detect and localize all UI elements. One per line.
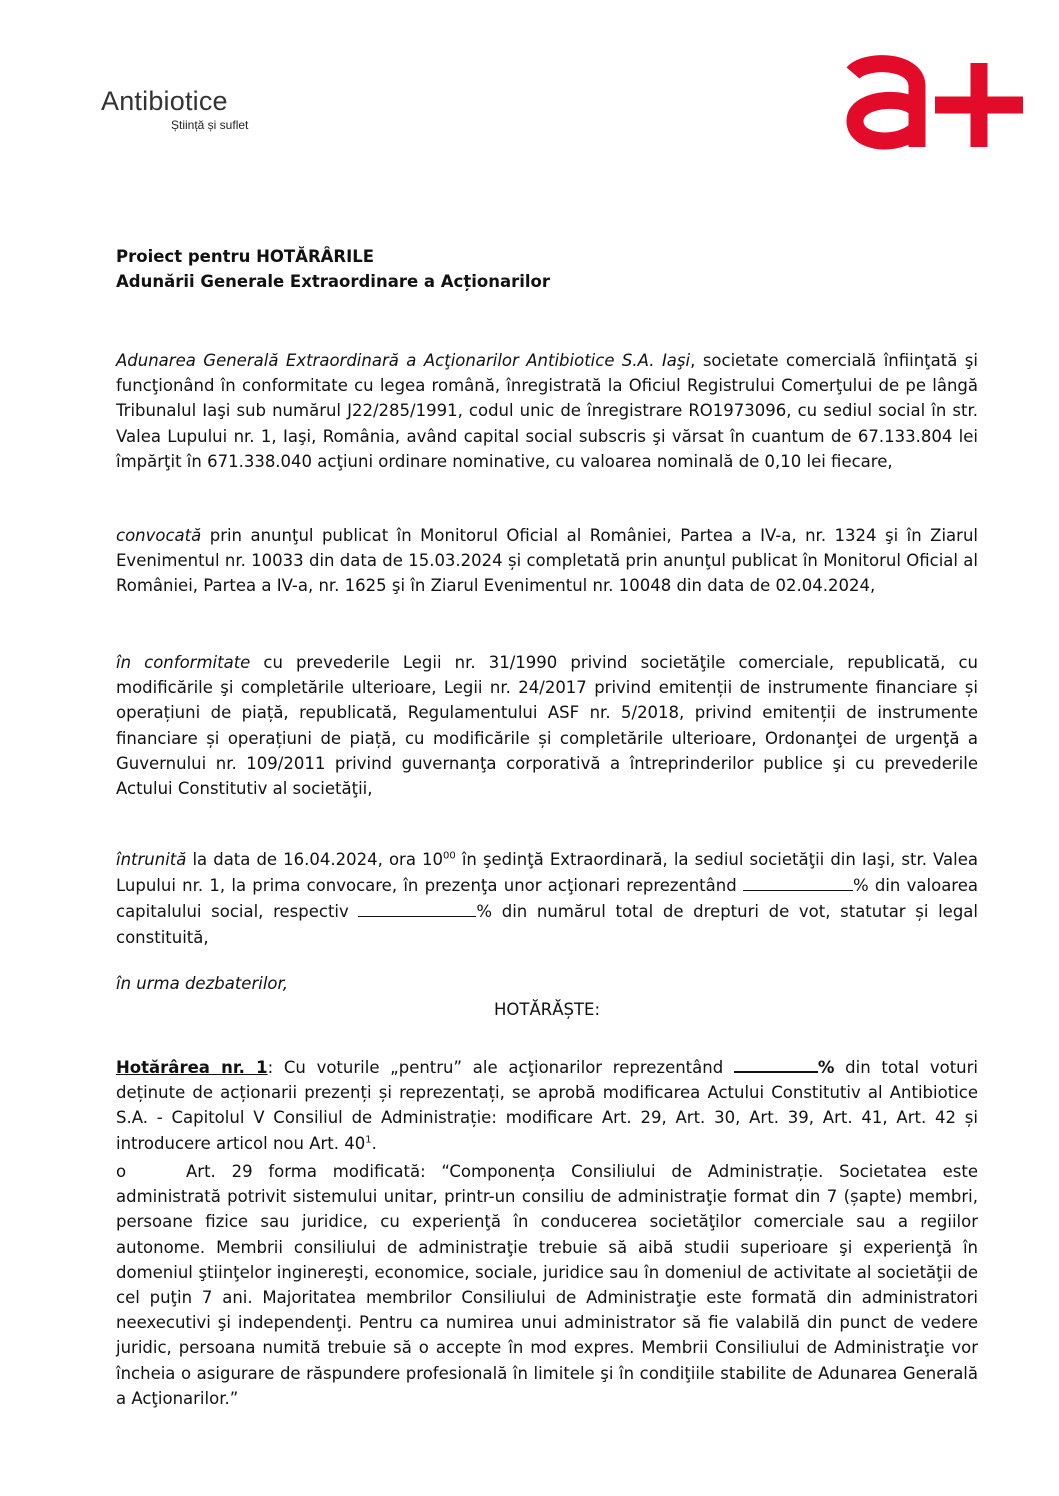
- company-logo: [101, 86, 248, 132]
- resolution-1-end: .: [371, 1133, 377, 1153]
- resolution-1-sup: 1: [365, 1134, 372, 1146]
- paragraph-debate: [116, 971, 978, 996]
- capital-percent-blank[interactable]: [743, 872, 853, 891]
- paragraph-assembly: [116, 348, 978, 474]
- paragraph-legal-basis: [116, 650, 978, 801]
- resolution-1-percent-sign: %: [817, 1058, 835, 1077]
- document-title: [116, 244, 550, 294]
- resolution-1-percent-blank[interactable]: [734, 1053, 818, 1073]
- legal-basis-details: cu prevederile Legii nr. 31/1990 privind societăţile comerciale, republicată, cu modificările şi completările ulterioare, Legii nr. 24/2017 privind emitenții de instrumente financiare și operațiuni de piață, republicată, Regulamentului ASF nr. 5/2018, privind emitenții de instrumente financiare și operațiuni de piață, cu modificările și completările ulterioare, Ordonanţei de urgenţă a Guvernului nr. 109/2011 privind guvernanţa corporativă a întreprinderilor publice şi cu prevederile Actului Constitutiv al societăţii,: [116, 653, 978, 799]
- title-line-2: Adunării Generale Extraordinare a Acționarilor: [116, 272, 551, 291]
- meeting-location: în şedinţă Extraordinară, la sediul societăţii din Iaşi, str. Valea Lupului nr. 1, la prima convocare, în prezenţa unor acţionari reprezentând: [116, 850, 978, 896]
- bullet-marker: o: [116, 1162, 127, 1181]
- meeting-hour-sup: 00: [443, 850, 456, 862]
- convocation-details: prin anunţul publicat în Monitorul Oficial al României, Partea a IV-a, nr. 1324 şi în Ziarul Evenimentul nr. 10033 din data de 15.03.2024 și completată prin anunţul publicat în Monitorul Oficial al României, Partea a IV-a, nr. 1625 şi în Ziarul Evenimentul nr. 10048 din data de 02.04.2024,: [116, 526, 978, 596]
- capital-percent-text: % din valoarea capitalului social, respectiv: [116, 876, 978, 922]
- title-line-1: Proiect pentru HOTĂRÂRILE: [116, 247, 375, 266]
- logo-tagline: Știință și suflet: [171, 118, 249, 132]
- meeting-lead: întrunită: [116, 850, 187, 869]
- assembly-name: Adunarea Generală Extraordinară a Acţionarilor Antibiotice S.A. Iaşi: [116, 351, 691, 370]
- decides-heading: HOTĂRĂȘTE:: [493, 1000, 601, 1019]
- resolution-1-label: Hotărârea nr. 1: [116, 1058, 268, 1077]
- legal-basis-lead: în conformitate: [116, 653, 251, 672]
- votes-percent-text: % din numărul total de drepturi de vot, statutar și legal constituită,: [116, 902, 978, 947]
- resolution-1: [116, 1053, 978, 1156]
- meeting-date: la data de 16.04.2024, ora 10: [186, 850, 444, 869]
- article-29-item: [116, 1159, 978, 1411]
- logo-name: Antibiotice: [101, 86, 228, 116]
- article-29-text: Art. 29 forma modificată: “Componența Consiliului de Administrație. Societatea este administrată potrivit sistemului unitar, printr-un consiliu de administraţie format din 7 (șapte) membri, persoane fizice sau juridice, cu experienţă în conducerea societăţilor comerciale sau a regiilor autonome. Membrii consiliului de administraţie trebuie să aibă studii superioare şi experienţă în domeniul ştiinţelor inginereşti, economice, sociale, juridice sau în domeniul de activitate al societăţii de cel puţin 7 ani. Majoritatea membrilor Consiliului de Administraţie este formată din administratori neexecutivi şi independenţi. Pentru ca numirea unui administrator să fie valabilă din punct de vedere juridic, persoana numită trebuie să o accepte în mod expres. Membrii Consiliului de Administraţie vor încheia o asigurare de răspundere profesională în limitele şi în condiţiile stabilite de Adunarea Generală a Acţionarilor.”: [116, 1162, 978, 1408]
- convocation-lead: convocată: [116, 526, 202, 545]
- votes-percent-blank[interactable]: [358, 898, 476, 917]
- resolution-1-body: din total voturi deținute de acționarii prezenți și reprezentați, se aprobă modificarea Actului Constitutiv al Antibiotice S.A. - Capitolul V Consiliul de Administrație: modificare Art. 29, Art. 30, Art. 39, Art. 41, Art. 42 și introducere articol nou Art. 40: [116, 1058, 978, 1153]
- a-plus-logo-icon: [845, 55, 1025, 150]
- paragraph-convocation: [116, 523, 978, 599]
- paragraph-meeting: [116, 847, 978, 950]
- assembly-details: , societate comercială înfiinţată şi funcţionând în conformitate cu legea română, înregistrată la Oficiul Registrului Comerţului de pe lângă Tribunalul Iaşi sub numărul J22/285/1991, codul unic de înregistrare RO1973096, cu sediul social în str. Valea Lupului nr. 1, Iaşi, România, având capital social subscris şi vărsat în cuantum de 67.133.804 lei împărţit în 671.338.040 acţiuni ordinare nominative, cu valoarea nominală de 0,10 lei fiecare,: [116, 351, 978, 471]
- resolution-1-intro: : Cu voturile „pentru” ale acţionarilor reprezentând: [267, 1058, 734, 1077]
- debate-text: în urma dezbaterilor,: [116, 974, 289, 993]
